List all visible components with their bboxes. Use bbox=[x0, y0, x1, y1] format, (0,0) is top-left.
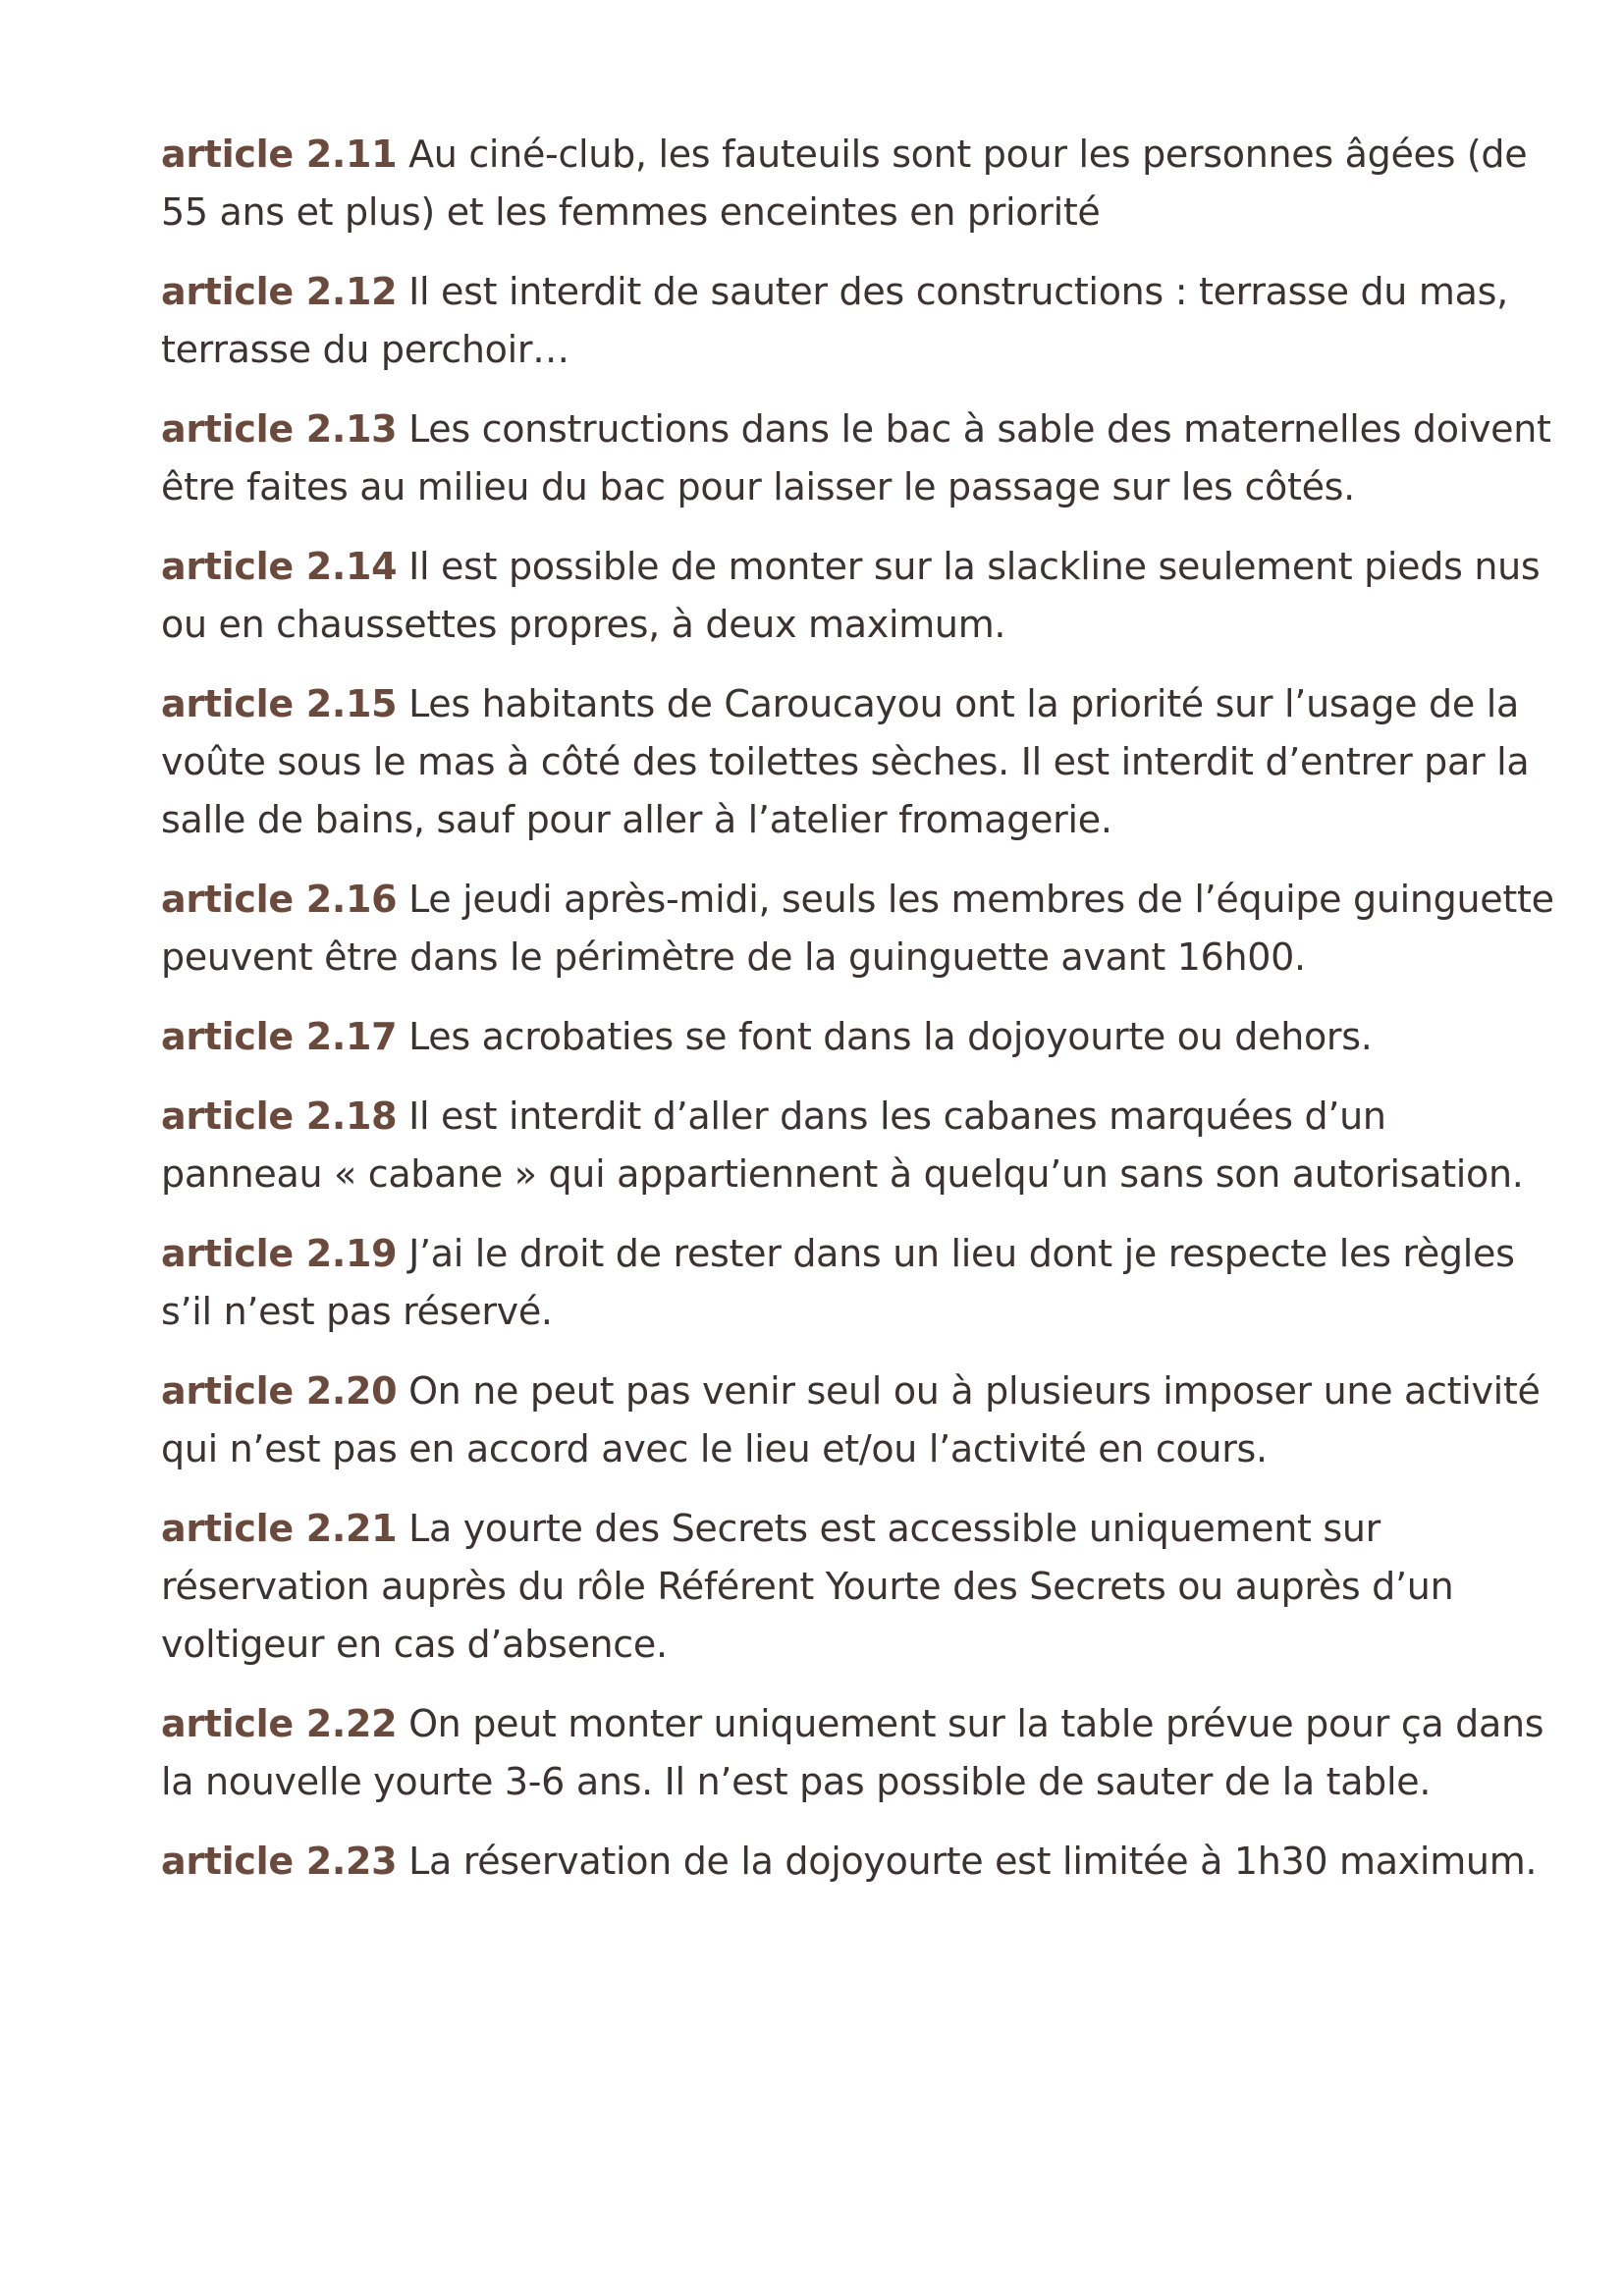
article-text: Il est interdit de sauter des constructions : terrasse du mas, terrasse du perchoir… bbox=[161, 270, 1508, 371]
article-label: article 2.17 bbox=[161, 1015, 398, 1058]
article-label: article 2.22 bbox=[161, 1702, 398, 1745]
article-text: La yourte des Secrets est accessible uniquement sur réservation auprès du rôle Référent Yourte des Secrets ou auprès d’un voltigeur en cas d’absence. bbox=[161, 1507, 1454, 1666]
article-2-18 bbox=[161, 1088, 1555, 1203]
article-label: article 2.14 bbox=[161, 545, 398, 588]
article-label: article 2.12 bbox=[161, 270, 398, 313]
article-text: La réservation de la dojoyourte est limitée à 1h30 maximum. bbox=[397, 1840, 1538, 1883]
article-2-13 bbox=[161, 400, 1555, 516]
article-text: Le jeudi après-midi, seuls les membres de l’équipe guinguette peuvent être dans le périmètre de la guinguette avant 16h00. bbox=[161, 878, 1554, 979]
article-text: Les habitants de Caroucayou ont la priorité sur l’usage de la voûte sous le mas à côté des toilettes sèches. Il est interdit d’entrer par la salle de bains, sauf pour aller à l’atelier fromagerie. bbox=[161, 682, 1530, 841]
article-text: Il est interdit d’aller dans les cabanes marquées d’un panneau « cabane » qui appartiennent à quelqu’un sans son autorisation. bbox=[161, 1095, 1524, 1196]
article-2-19 bbox=[161, 1225, 1555, 1341]
article-label: article 2.21 bbox=[161, 1507, 398, 1550]
article-2-17 bbox=[161, 1008, 1555, 1066]
article-text: Au ciné-club, les fauteuils sont pour les personnes âgées (de 55 ans et plus) et les femmes enceintes en priorité bbox=[161, 133, 1528, 234]
article-text: On peut monter uniquement sur la table prévue pour ça dans la nouvelle yourte 3-6 ans. Il n’est pas possible de sauter de la table. bbox=[161, 1702, 1544, 1803]
article-text: Il est possible de monter sur la slackline seulement pieds nus ou en chaussettes propres, à deux maximum. bbox=[161, 545, 1541, 646]
article-label: article 2.16 bbox=[161, 878, 398, 921]
document-page bbox=[161, 126, 1555, 1912]
article-2-12 bbox=[161, 263, 1555, 379]
article-2-16 bbox=[161, 871, 1555, 987]
article-label: article 2.18 bbox=[161, 1095, 398, 1138]
article-label: article 2.23 bbox=[161, 1840, 398, 1883]
article-label: article 2.19 bbox=[161, 1232, 398, 1275]
article-text: Les acrobaties se font dans la dojoyourte ou dehors. bbox=[397, 1015, 1373, 1058]
article-2-14 bbox=[161, 538, 1555, 654]
article-label: article 2.20 bbox=[161, 1369, 398, 1413]
article-2-21 bbox=[161, 1500, 1555, 1674]
article-2-11 bbox=[161, 126, 1555, 241]
article-label: article 2.11 bbox=[161, 133, 398, 176]
article-2-20 bbox=[161, 1362, 1555, 1478]
article-2-23 bbox=[161, 1833, 1555, 1891]
article-2-15 bbox=[161, 675, 1555, 849]
article-text: J’ai le droit de rester dans un lieu dont je respecte les règles s’il n’est pas réservé. bbox=[161, 1232, 1515, 1333]
article-text: On ne peut pas venir seul ou à plusieurs imposer une activité qui n’est pas en accord avec le lieu et/ou l’activité en cours. bbox=[161, 1369, 1541, 1470]
article-label: article 2.15 bbox=[161, 682, 398, 725]
article-text: Les constructions dans le bac à sable des maternelles doivent être faites au milieu du bac pour laisser le passage sur les côtés. bbox=[161, 407, 1551, 508]
article-label: article 2.13 bbox=[161, 407, 398, 451]
article-2-22 bbox=[161, 1695, 1555, 1811]
